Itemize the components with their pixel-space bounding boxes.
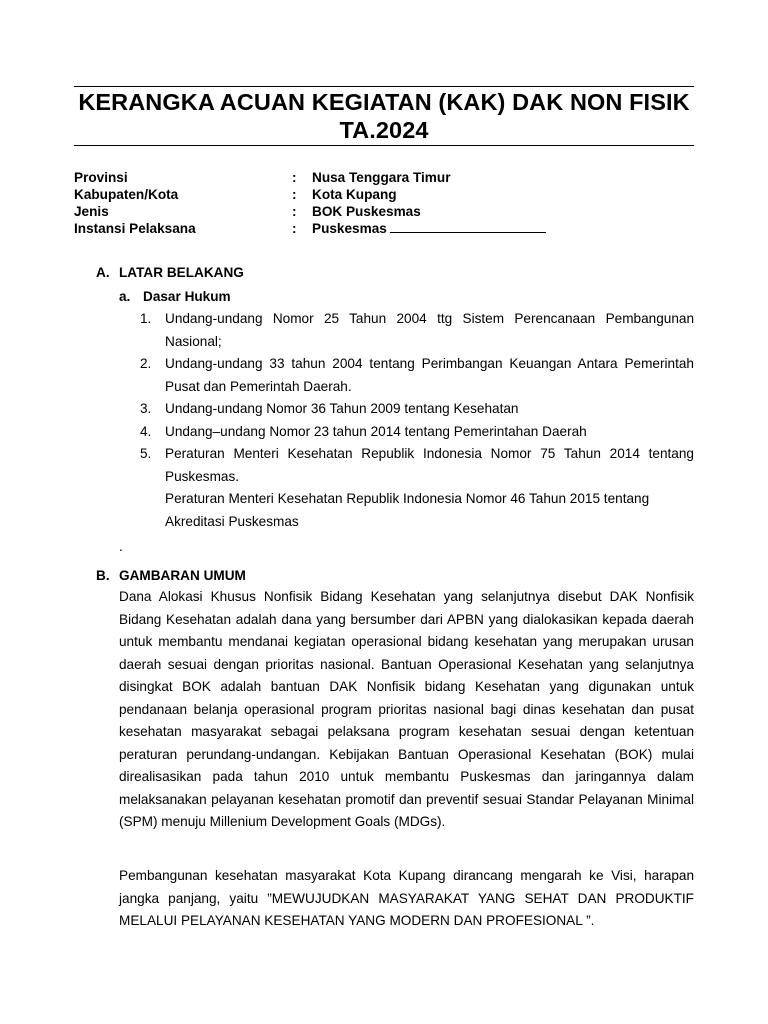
info-colon: : xyxy=(292,187,297,202)
section-title: GAMBARAN UMUM xyxy=(119,568,246,583)
title-top-rule xyxy=(74,86,694,87)
info-value-text: Puskesmas xyxy=(312,221,387,236)
list-continuation-text: Peraturan Menteri Kesehatan Republik Indonesia Nomor 46 Tahun 2015 tentang Akreditasi Puskesmas xyxy=(165,491,650,529)
info-colon: : xyxy=(292,170,297,185)
list-text: Peraturan Menteri Kesehatan Republik Indonesia Nomor 75 Tahun 2014 tentang Puskesmas. xyxy=(165,446,694,484)
info-row-kabupaten xyxy=(74,186,694,203)
info-label: Provinsi xyxy=(74,170,128,185)
info-value xyxy=(312,220,546,237)
list-text: Undang-undang Nomor 36 Tahun 2009 tentang Kesehatan xyxy=(165,401,519,416)
info-row-instansi xyxy=(74,220,694,237)
fill-in-blank-line xyxy=(390,220,546,233)
paragraph: Pembangunan kesehatan masyarakat Kota Kupang dirancang mengarah ke Visi, harapan jangka panjang, yaitu ”MEWUJUDKAN MASYARAKAT YANG SEHAT DAN PRODUKTIF MELALUI PELAYANAN KESEHATAN YANG MODERN DAN PROFESIONAL ”. xyxy=(119,868,694,928)
subsection-title: Dasar Hukum xyxy=(143,289,231,304)
info-row-provinsi xyxy=(74,169,694,186)
list-number: 4. xyxy=(140,424,152,439)
info-block xyxy=(74,169,694,237)
section-letter: A. xyxy=(96,265,110,280)
list-text: Undang-undang 33 tahun 2004 tentang Perimbangan Keuangan Antara Pemerintah Pusat dan Pemerintah Daerah. xyxy=(165,356,694,394)
section-a-heading xyxy=(96,264,396,281)
info-value: Kota Kupang xyxy=(312,187,397,202)
list-number: 5. xyxy=(140,446,152,461)
list-number: 1. xyxy=(140,311,152,326)
section-b-heading xyxy=(96,567,396,584)
trailing-dot: . xyxy=(119,539,123,554)
info-colon: : xyxy=(292,204,297,219)
section-letter: B. xyxy=(96,568,110,583)
info-value: Nusa Tenggara Timur xyxy=(312,170,451,185)
subsection-letter: a. xyxy=(119,289,131,304)
list-item xyxy=(140,398,694,421)
list-item xyxy=(140,421,694,444)
info-label: Jenis xyxy=(74,204,109,219)
info-value: BOK Puskesmas xyxy=(312,204,421,219)
list-text: Undang–undang Nomor 23 tahun 2014 tentang Pemerintahan Daerah xyxy=(165,424,587,439)
list-item xyxy=(140,443,694,488)
list-number: 3. xyxy=(140,401,152,416)
title-bottom-rule xyxy=(74,145,694,146)
list-item xyxy=(140,353,694,398)
list-item xyxy=(140,308,694,353)
info-label: Kabupaten/Kota xyxy=(74,187,179,202)
info-label: Instansi Pelaksana xyxy=(74,221,196,236)
info-colon: : xyxy=(292,221,297,236)
subsection-a-heading xyxy=(119,288,419,305)
list-number: 2. xyxy=(140,356,152,371)
info-row-jenis xyxy=(74,203,694,220)
list-text: Undang-undang Nomor 25 Tahun 2004 ttg Sistem Perencanaan Pembangunan Nasional; xyxy=(165,311,694,349)
document-title: KERANGKA ACUAN KEGIATAN (KAK) DAK NON FISIK TA.2024 xyxy=(78,89,690,143)
section-title: LATAR BELAKANG xyxy=(119,265,244,280)
paragraph: Dana Alokasi Khusus Nonfisik Bidang Kesehatan yang selanjutnya disebut DAK Nonfisik Bidang Kesehatan adalah dana yang bersumber dari APBN yang dialokasikan kepada daerah untuk membantu mendanai kegiatan operasional bidang kesehatan yang merupakan urusan daerah sesuai dengan prioritas nasional. Bantuan Operasional Kesehatan yang selanjutnya disingkat BOK adalah bantuan DAK Nonfisik bidang Kesehatan yang digunakan untuk pendanaan belanja operasional program prioritas nasional bagi dinas kesehatan dan pusat kesehatan masyarakat sebagai pelaksana program kesehatan sesuai dengan ketentuan peraturan perundang-undangan. Kebijakan Bantuan Operasional Kesehatan (BOK) mulai direalisasikan pada tahun 2010 untuk membantu Puskesmas dan jaringannya dalam melaksanakan pelayanan kesehatan promotif dan preventif sesuai Standar Pelayanan Minimal (SPM) menuju Millenium Development Goals (MDGs). xyxy=(119,589,694,829)
